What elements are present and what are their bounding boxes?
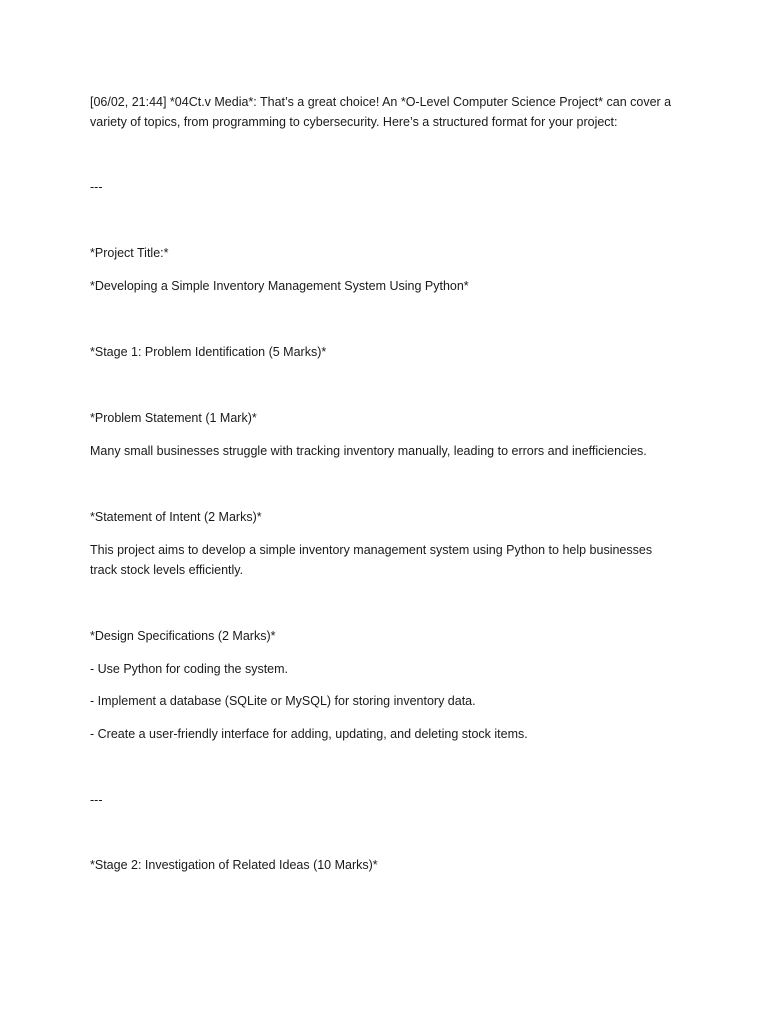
design-spec-item: - Create a user-friendly interface for adding, updating, and deleting stock items. xyxy=(90,727,528,741)
intro-paragraph: [06/02, 21:44] *04Ct.v Media*: That’s a great choice! An *O-Level Computer Science Project* can cover a variety of topics, from programming to cybersecurity. Here’s a structured format for your project: xyxy=(90,95,672,129)
stage-1-heading: *Stage 1: Problem Identification (5 Marks)* xyxy=(90,345,327,359)
design-specifications-heading: *Design Specifications (2 Marks)* xyxy=(90,629,276,643)
statement-of-intent-text: This project aims to develop a simple inventory management system using Python to help businesses track stock levels efficiently. xyxy=(90,543,653,577)
stage-2-heading: *Stage 2: Investigation of Related Ideas (10 Marks)* xyxy=(90,858,378,872)
design-spec-item: - Use Python for coding the system. xyxy=(90,662,289,676)
project-title-heading: *Project Title:* xyxy=(90,246,169,260)
separator-line: --- xyxy=(90,180,103,194)
separator-line: --- xyxy=(90,793,103,807)
problem-statement-heading: *Problem Statement (1 Mark)* xyxy=(90,411,257,425)
problem-statement-text: Many small businesses struggle with tracking inventory manually, leading to errors and inefficiencies. xyxy=(90,444,647,458)
project-title-text: *Developing a Simple Inventory Management System Using Python* xyxy=(90,279,469,293)
statement-of-intent-heading: *Statement of Intent (2 Marks)* xyxy=(90,510,262,524)
design-spec-item: - Implement a database (SQLite or MySQL) for storing inventory data. xyxy=(90,694,476,708)
